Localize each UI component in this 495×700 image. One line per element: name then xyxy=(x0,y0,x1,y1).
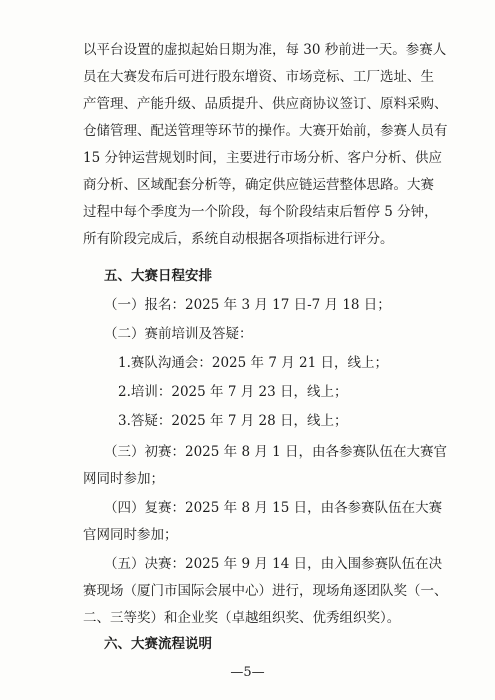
schedule-registration: （一）报名：2025 年 3 月 17 日-7 月 18 日； xyxy=(104,297,391,313)
paragraph-line: 员在大赛发布后可进行股东增资、市场竞标、工厂选址、生 xyxy=(83,69,434,85)
paragraph-line: 商分析、区域配套分析等，确定供应链运营整体思路。大赛 xyxy=(83,177,434,193)
schedule-training-title: （二）赛前培训及答疑： xyxy=(104,326,253,342)
schedule-final-cont: 赛现场（厦门市国际会展中心）进行，现场角逐团队奖（一、 xyxy=(83,583,448,599)
schedule-preliminary-cont: 网同时参加； xyxy=(83,471,164,487)
page-number: —5— xyxy=(230,665,265,680)
section-heading-process: 六、大赛流程说明 xyxy=(104,636,212,652)
schedule-final-cont: 二、三等奖）和企业奖（卓越组织奖、优秀组织奖）。 xyxy=(83,610,401,626)
paragraph-line: 以平台设置的虚拟起始日期为准，每 30 秒前进一天。参赛人 xyxy=(83,42,447,58)
schedule-preliminary: （三）初赛：2025 年 8 月 1 日，由各参赛队伍在大赛官 xyxy=(104,444,447,460)
schedule-semifinal-cont: 官网同时参加； xyxy=(83,527,178,543)
schedule-final: （五）决赛：2025 年 9 月 14 日，由入围参赛队伍在决 xyxy=(104,556,443,572)
training-item: 1.赛队沟通会：2025 年 7 月 21 日，线上； xyxy=(118,355,388,371)
paragraph-line: 15 分钟运营规划时间，主要进行市场分析、客户分析、供应 xyxy=(83,150,442,166)
paragraph-line: 产管理、产能升级、品质提升、供应商协议签订、原料采购、 xyxy=(83,96,448,112)
paragraph-line: 所有阶段完成后，系统自动根据各项指标进行评分。 xyxy=(83,231,394,247)
section-heading-schedule: 五、大赛日程安排 xyxy=(104,268,212,284)
paragraph-line: 过程中每个季度为一个阶段，每个阶段结束后暂停 5 分钟， xyxy=(83,204,438,220)
training-item: 3.答疑：2025 年 7 月 28 日，线上； xyxy=(118,413,348,429)
paragraph-line: 仓储管理、配送管理等环节的操作。大赛开始前，参赛人员有 xyxy=(83,123,448,139)
schedule-semifinal: （四）复赛：2025 年 8 月 15 日，由各参赛队伍在大赛 xyxy=(104,500,443,516)
training-item: 2.培训：2025 年 7 月 23 日，线上； xyxy=(118,384,348,400)
